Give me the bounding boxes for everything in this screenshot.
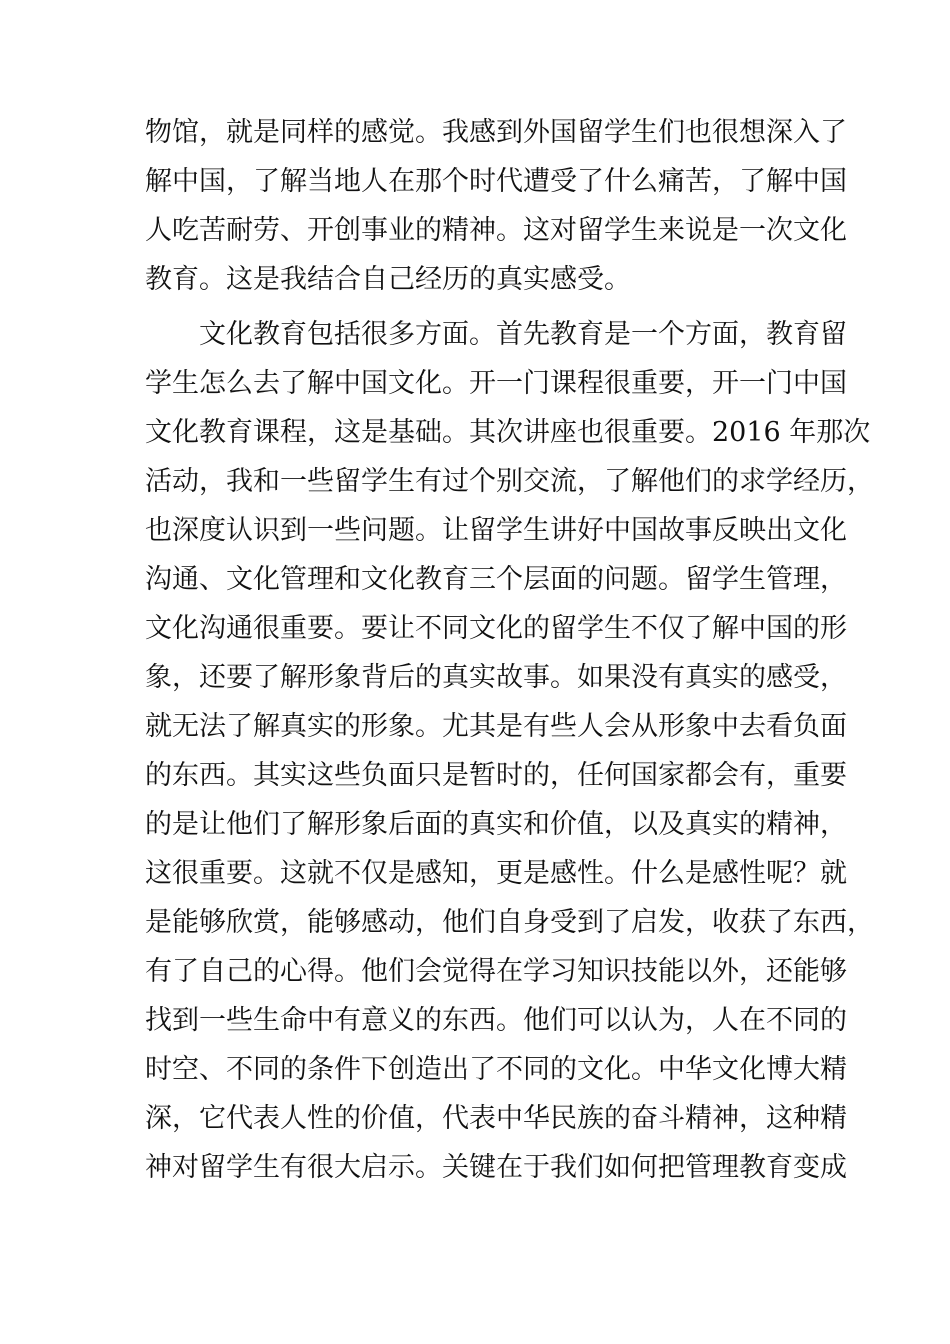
paragraph — [145, 108, 847, 304]
text-line: 深，它代表人性的价值，代表中华民族的奋斗精神，这种精 — [145, 1103, 847, 1134]
text-line: 有了自己的心得。他们会觉得在学习知识技能以外，还能够 — [145, 956, 847, 987]
text-line: 教育。这是我结合自己经历的真实感受。 — [145, 264, 631, 295]
text-line: 文化教育课程，这是基础。其次讲座也很重要。2016 年那次 — [145, 417, 871, 448]
text-line: 解中国，了解当地人在那个时代遭受了什么痛苦，了解中国 — [145, 166, 847, 197]
text-line: 活动，我和一些留学生有过个别交流，了解他们的求学经历， — [145, 466, 874, 497]
text-line: 也深度认识到一些问题。让留学生讲好中国故事反映出文化 — [145, 515, 847, 546]
text-line: 沟通、文化管理和文化教育三个层面的问题。留学生管理， — [145, 564, 847, 595]
body-text — [145, 108, 874, 1192]
text-line: 文化沟通很重要。要让不同文化的留学生不仅了解中国的形 — [145, 613, 847, 644]
text-line: 物馆，就是同样的感觉。我感到外国留学生们也很想深入了 — [145, 117, 847, 148]
text-line: 是能够欣赏，能够感动，他们自身受到了启发，收获了东西， — [145, 907, 874, 938]
text-line: 的是让他们了解形象后面的真实和价值，以及真实的精神， — [145, 809, 847, 840]
text-line: 神对留学生有很大启示。关键在于我们如何把管理教育变成 — [145, 1152, 847, 1183]
text-line: 就无法了解真实的形象。尤其是有些人会从形象中去看负面 — [145, 711, 847, 742]
text-line: 象，还要了解形象背后的真实故事。如果没有真实的感受， — [145, 662, 847, 693]
text-line: 学生怎么去了解中国文化。开一门课程很重要，开一门中国 — [145, 368, 847, 399]
text-line: 这很重要。这就不仅是感知，更是感性。什么是感性呢？就 — [145, 858, 847, 889]
text-line: 找到一些生命中有意义的东西。他们可以认为，人在不同的 — [145, 1005, 847, 1036]
text-line: 人吃苦耐劳、开创事业的精神。这对留学生来说是一次文化 — [145, 215, 847, 246]
text-line: 文化教育包括很多方面。首先教育是一个方面，教育留 — [199, 319, 847, 350]
paragraph — [145, 310, 874, 1192]
text-line: 的东西。其实这些负面只是暂时的，任何国家都会有，重要 — [145, 760, 847, 791]
text-line: 时空、不同的条件下创造出了不同的文化。中华文化博大精 — [145, 1054, 847, 1085]
